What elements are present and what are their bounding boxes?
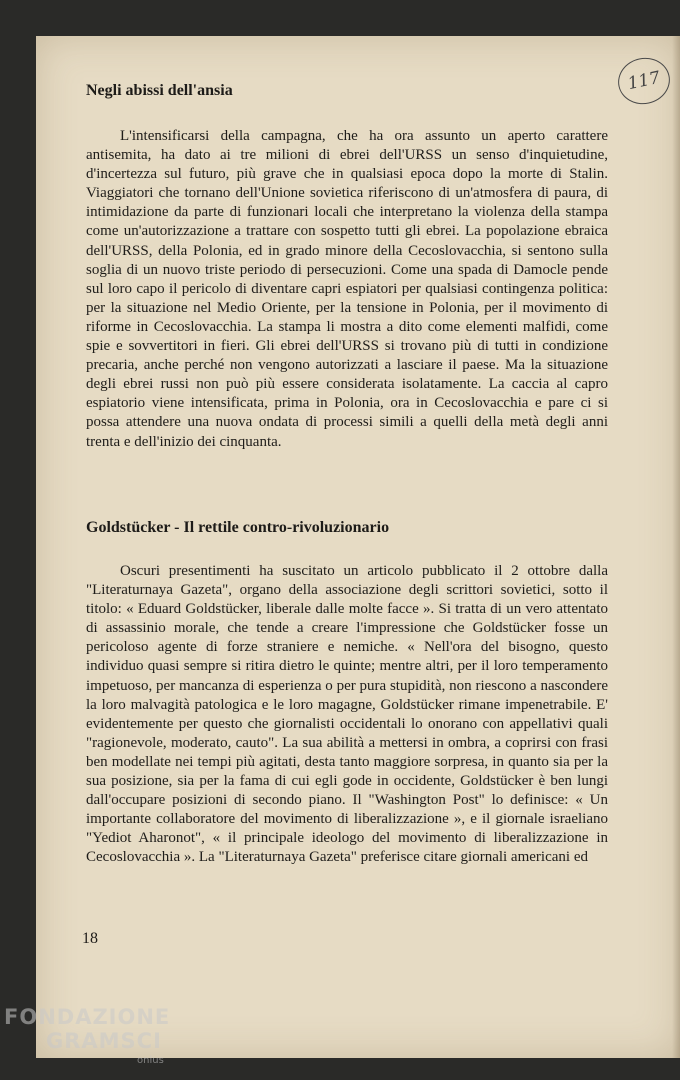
section-paragraph-goldstucker: Oscuri presentimenti ha suscitato un articolo pubblicato il 2 ottobre dalla "Literaturnaya Gazeta", organo della associazione degli scrittori sovietici, sotto il titolo: « Eduard Goldstücker, liberale dalle molte facce ». Si tratta di un vero attentato di assassinio morale, che tende a creare l'impressione che Goldstücker fosse un pericoloso agente di forze straniere e nemiche. « Nell'ora del bisogno, questo individuo quasi sempre si ritira dietro le quinte; mentre altri, per il loro temperamento impetuoso, per mancanza di esperienza o per pura stupidità, non riescono a nascondere la loro malvagità patologica e le loro magagne, Goldstücker rimane impenetrabile. E' evidentemente per questo che giornalisti occidentali lo onorano con appellativi quali "ragionevole, moderato, cauto". La sua abilità a mettersi in ombra, a coprirsi con frasi ben modellate nei tempi più agitati, desta tanto maggiore sorpresa, in quanto sia per la sua posizione, sia per la fama di cui egli gode in occidente, Goldstücker è ben lungi dall'occupare posizioni di secondo piano. Il "Washington Post" lo definisce: « Un importante collaboratore del movimento di liberalizzazione », e il giornale israeliano "Yediot Aharonot", « il principale ideologo del movimento di liberalizzazione in Cecoslovacchia ». La "Literaturnaya Gazeta" preferisce citare giornali americani ed	[86, 563, 608, 866]
page-edge-shadow	[672, 36, 680, 1058]
watermark-line-2: GRAMSCI	[46, 1029, 162, 1053]
handwritten-page-number: 117	[614, 53, 674, 109]
section-heading-goldstucker: Goldstücker - Il rettile contro-rivoluzionario	[86, 519, 390, 536]
page-number: 18	[82, 930, 98, 947]
watermark-line-3: onlus	[137, 1055, 164, 1066]
section-paragraph-ansia: L'intensificarsi della campagna, che ha ora assunto un aperto carattere antisemita, ha dato ai tre milioni di ebrei dell'URSS un senso d'inquietudine, d'incertezza sul futuro, più grave che in qualsiasi epoca dopo la morte di Stalin. Viaggiatori che tornano dell'Unione sovietica riferiscono di un'atmosfera di paura, di intimidazione da parte di funzionari locali che interpretano la violenza della stampa come un'autorizzazione a trattare con sospetto tutti gli ebrei. La popolazione ebraica dell'URSS, della Polonia, ed in grado minore della Cecoslovacchia, si sentono sulla soglia di un nuovo triste periodo di persecuzioni. Come una spada di Damocle pende sul loro capo il pericolo di diventare capri espiatori per qualsiasi contingenza politica: per la situazione nel Medio Oriente, per la tensione in Polonia, per il movimento di riforme in Cecoslovacchia. La stampa li mostra a dito come elementi malfidi, come spie e sovvertitori in fieri. Gli ebrei dell'URSS si trovano più di tutti in condizione precaria, anche perché non vengono autorizzati a lasciare il paese. Ma la situazione degli ebrei russi non può più essere considerata isolatamente. La caccia al capro espiatorio viene intensificata, prima in Polonia, ora in Cecoslovacchia e pare ci si possa attendere una nuova ondata di processi simili a quelli della metà degli anni trenta e dell'inizio dei cinquanta.	[86, 128, 608, 450]
watermark-line-1: FONDAZIONE	[4, 1005, 171, 1029]
section-heading-ansia: Negli abissi dell'ansia	[86, 82, 233, 99]
